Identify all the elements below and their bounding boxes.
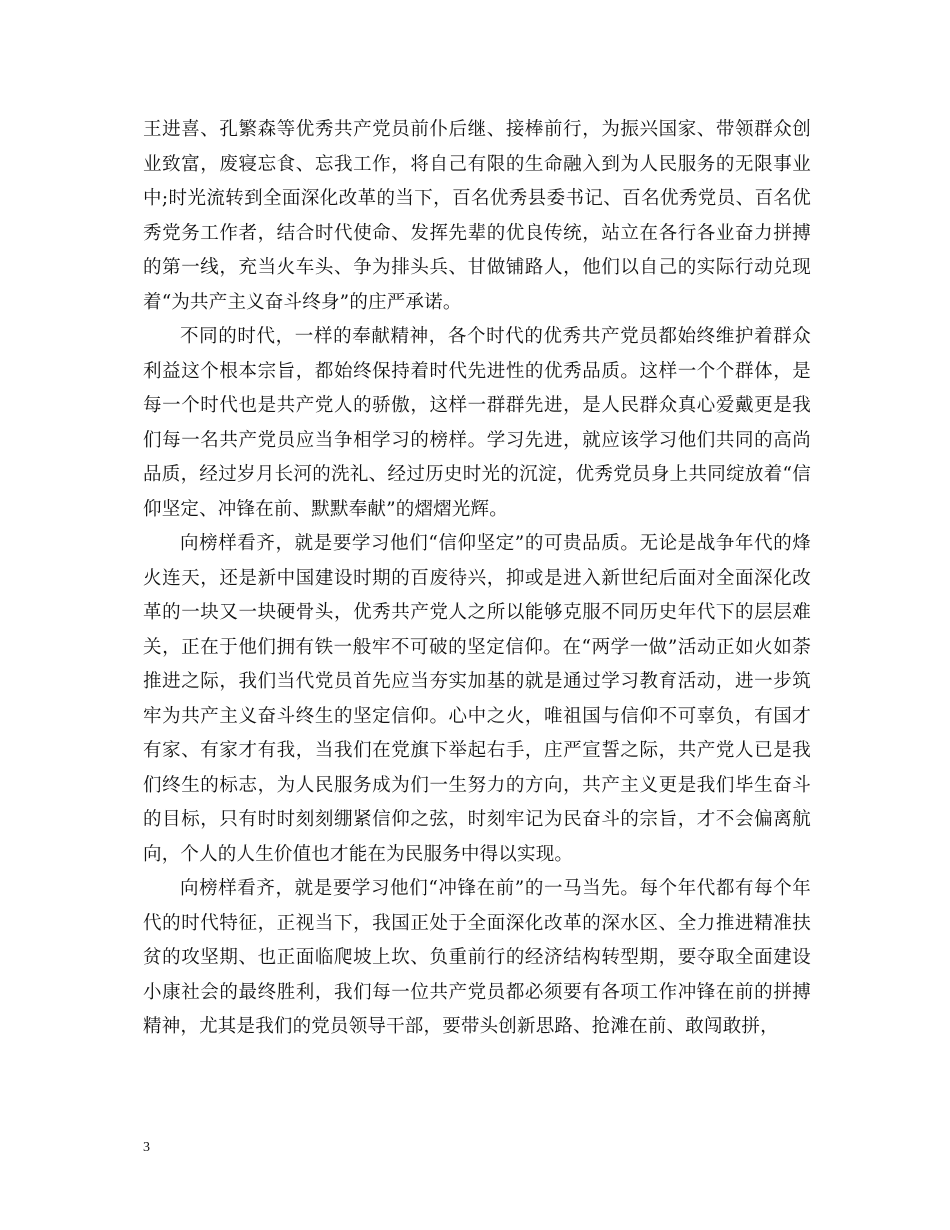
paragraph-4: 向榜样看齐，就是要学习他们“冲锋在前”的一马当先。每个年代都有每个年代的时代特征，正视当下，我国正处于全面深化改革的深水区、全力推进精准扶贫的攻坚期、也正面临爬坡上坎、负重前行的经济结构转型期，要夺取全面建设小康社会的最终胜利，我们每一位共产党员都必须要有各项工作冲锋在前的拼搏精神，尤其是我们的党员领导干部，要带头创新思路、抢滩在前、敢闯敢拼， <box>143 878 811 1037</box>
page-number: 3 <box>143 1140 150 1155</box>
document-body <box>143 113 811 1045</box>
paragraph-2: 不同的时代，一样的奉献精神，各个时代的优秀共产党员都始终维护着群众利益这个根本宗旨，都始终保持着时代先进性的优秀品质。这样一个个群体，是每一个时代也是共产党人的骄傲，这样一群群先进，是人民群众真心爱戴更是我们每一名共产党员应当争相学习的榜样。学习先进，就应该学习他们共同的高尚品质，经过岁月长河的洗礼、经过历史时光的沉淀，优秀党员身上共同绽放着“信仰坚定、冲锋在前、默默奉献”的熠熠光辉。 <box>143 326 811 520</box>
paragraph-3: 向榜样看齐，就是要学习他们“信仰坚定”的可贵品质。无论是战争年代的烽火连天，还是新中国建设时期的百废待兴，抑或是进入新世纪后面对全面深化改革的一块又一块硬骨头，优秀共产党人之所以能够克服不同历史年代下的层层难关，正在于他们拥有铁一般牢不可破的坚定信仰。在“两学一做”活动正如火如荼推进之际，我们当代党员首先应当夯实加基的就是通过学习教育活动，进一步筑牢为共产主义奋斗终生的坚定信仰。心中之火，唯祖国与信仰不可辜负，有国才有家、有家才有我，当我们在党旗下举起右手，庄严宣誓之际，共产党人已是我们终生的标志，为人民服务成为们一生努力的方向，共产主义更是我们毕生奋斗的目标，只有时时刻刻绷紧信仰之弦，时刻牢记为民奋斗的宗旨，才不会偏离航向，个人的人生价值也才能在为民服务中得以实现。 <box>143 533 811 865</box>
paragraph-1: 王进喜、孔繁森等优秀共产党员前仆后继、接棒前行，为振兴国家、带领群众创业致富，废寝忘食、忘我工作，将自己有限的生命融入到为人民服务的无限事业中;时光流转到全面深化改革的当下，百名优秀县委书记、百名优秀党员、百名优秀党务工作者，结合时代使命、发挥先辈的优良传统，站立在各行各业奋力拼搏的第一线，充当火车头、争为排头兵、甘做铺路人，他们以自己的实际行动兑现着“为共产主义奋斗终身”的庄严承诺。 <box>143 119 811 313</box>
